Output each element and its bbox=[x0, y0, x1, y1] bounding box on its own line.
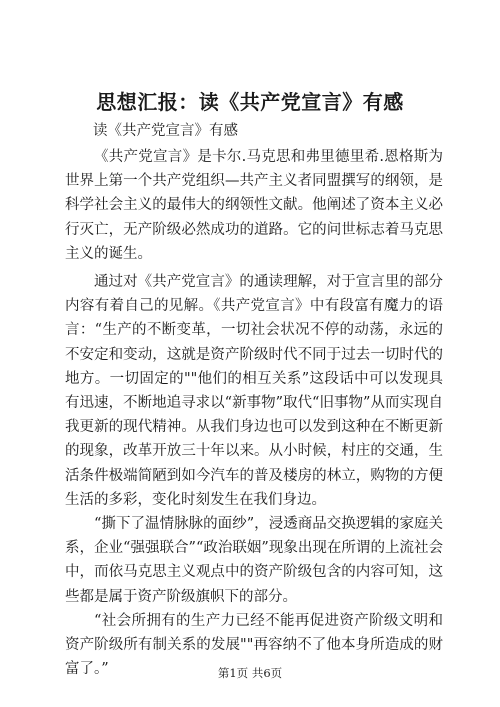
document-body bbox=[65, 145, 443, 681]
paragraph: “撕下了温情脉脉的面纱”，浸透商品交换逻辑的家庭关系，企业“强强联合”“政治联姻”现象出现在所谓的上流社会中，而依马克思主义观点中的资产阶级包含的内容可知，这些都是属于资产阶级旗帜下的部分。 bbox=[65, 516, 443, 605]
page-number-footer: 第1页 共6页 bbox=[217, 666, 283, 680]
document-subtitle: 读《共产党宣言》有感 bbox=[93, 123, 238, 139]
paragraph: “社会所拥有的生产力已经不能再促进资产阶级文明和资产阶级所有制关系的发展""再容纳不了他本身所造成的财富了。” bbox=[65, 612, 443, 678]
paragraph: 《共产党宣言》是卡尔.马克思和弗里德里希.恩格斯为世界上第一个共产党组织—共产主义者同盟撰写的纲领，是科学社会主义的最伟大的纲领性文献。他阐述了资本主义必行灭亡，无产阶级必然成功的道路。它的问世标志着马克思主义的诞生。 bbox=[65, 149, 443, 262]
paragraph: 通过对《共产党宣言》的通读理解，对于宣言里的部分内容有着自己的见解。《共产党宣言》中有段富有魔力的语言：“生产的不断变革，一切社会状况不停的动荡，永远的不安定和变动，这就是资产阶级时代不同于过去一切时代的地方。一切固定的""他们的相互关系”这段话中可以发现具有迅速，不断地追寻求以“新事物”取代“旧事物”从而实现自我更新的现代精神。从我们身边也可以发到这种在不断更新的现象，改革开放三十年以来。从小时候，村庄的交通，生活条件极端简陋到如今汽车的普及楼房的林立，购物的方便生活的多彩，变化时刻发生在我们身边。 bbox=[65, 274, 443, 508]
document-title: 思想汇报：读《共产党宣言》有感 bbox=[96, 90, 404, 114]
